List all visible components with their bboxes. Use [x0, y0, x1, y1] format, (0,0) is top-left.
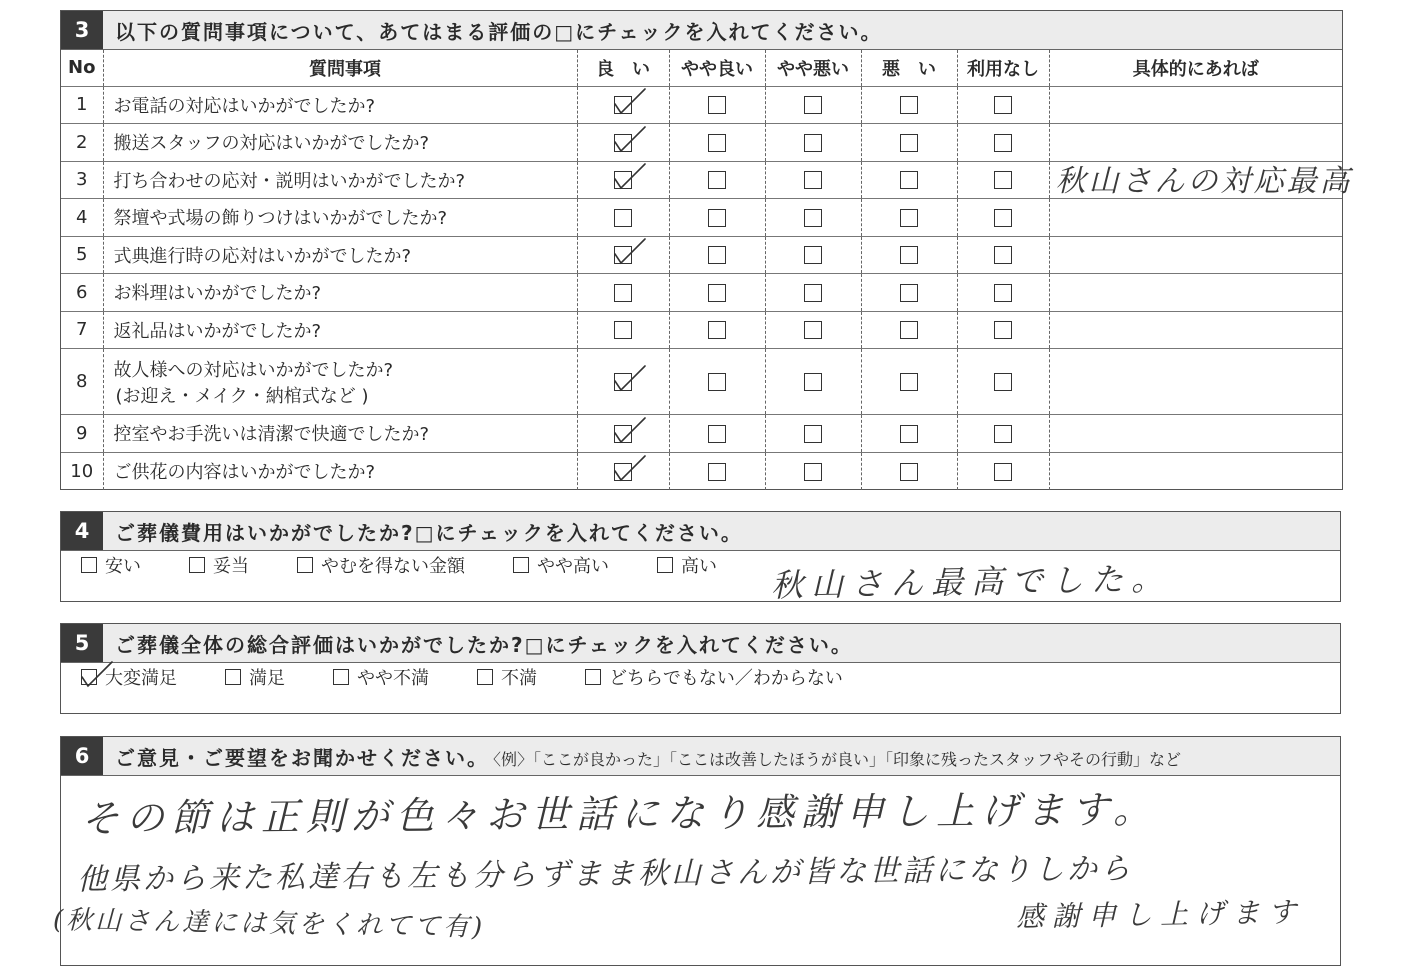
rating-checkbox[interactable]	[994, 209, 1012, 227]
rating-checkbox[interactable]	[900, 171, 918, 189]
header-rating-not-used: 利用なし	[957, 50, 1049, 86]
section-5-header	[61, 624, 1340, 663]
question-cell	[103, 161, 577, 199]
rating-checkbox[interactable]	[994, 96, 1012, 114]
rating-checkbox[interactable]	[614, 463, 632, 481]
rating-checkbox[interactable]	[900, 246, 918, 264]
rating-checkbox[interactable]	[614, 134, 632, 152]
option-item[interactable]	[297, 552, 465, 578]
table-row	[61, 274, 1342, 312]
option-label: やや不満	[357, 668, 429, 689]
option-label: やや高い	[537, 556, 609, 577]
rating-cell	[765, 199, 861, 237]
option-checkbox[interactable]	[585, 669, 601, 685]
rating-cell	[765, 415, 861, 453]
free-comment-cell	[1049, 274, 1342, 312]
rating-checkbox[interactable]	[804, 463, 822, 481]
question-text: 祭壇や式場の飾りつけはいかがでしたか?	[113, 208, 448, 230]
option-label: 安い	[105, 556, 141, 577]
table-row	[61, 415, 1342, 453]
section-4-handwritten-note: 秋山さん最高でした。	[770, 559, 1172, 605]
comment-line-2: 他県から来た私達右も左も分らずまま秋山さんが皆な世話になりしから	[76, 851, 1134, 898]
rating-checkbox[interactable]	[708, 463, 726, 481]
rating-cell	[957, 124, 1049, 162]
table-header-row	[61, 50, 1342, 86]
option-label: 高い	[681, 556, 717, 577]
row-number: 7	[61, 311, 103, 349]
rating-checkbox[interactable]	[804, 134, 822, 152]
rating-checkbox[interactable]	[994, 284, 1012, 302]
section-5-title: ご葬儀全体の総合評価はいかがでしたか?□にチェックを入れてください。	[115, 632, 853, 657]
option-checkbox[interactable]	[333, 669, 349, 685]
question-subtext: (お迎え・メイク・納棺式など )	[115, 385, 369, 407]
question-cell	[103, 349, 577, 415]
table-row	[61, 452, 1342, 490]
rating-checkbox[interactable]	[708, 171, 726, 189]
rating-cell	[669, 86, 765, 124]
rating-cell	[861, 311, 957, 349]
option-item[interactable]	[189, 552, 249, 578]
rating-checkbox[interactable]	[804, 425, 822, 443]
rating-cell	[577, 161, 669, 199]
rating-cell	[861, 349, 957, 415]
header-no: No	[61, 50, 103, 86]
option-item[interactable]	[585, 664, 843, 690]
section-3-header	[61, 11, 1342, 50]
rating-checkbox[interactable]	[804, 373, 822, 391]
rating-cell	[861, 199, 957, 237]
option-item[interactable]	[333, 664, 429, 690]
rating-checkbox[interactable]	[614, 425, 632, 443]
rating-cell	[669, 452, 765, 490]
option-checkbox[interactable]	[657, 557, 673, 573]
question-text: お電話の対応はいかがでしたか?	[113, 95, 376, 117]
rating-cell	[669, 349, 765, 415]
question-text: 打ち合わせの応対・説明はいかがでしたか?	[113, 170, 466, 192]
row-number: 1	[61, 86, 103, 124]
section-4-title: ご葬儀費用はいかがでしたか?□にチェックを入れてください。	[115, 520, 743, 545]
question-text: 式典進行時の応対はいかがでしたか?	[113, 245, 412, 267]
option-label: 満足	[249, 668, 285, 689]
section-6-comments	[52, 736, 1341, 966]
free-comment-cell	[1049, 161, 1353, 199]
rating-checkbox[interactable]	[708, 96, 726, 114]
rating-checkbox[interactable]	[708, 284, 726, 302]
rating-checkbox[interactable]	[900, 463, 918, 481]
header-question: 質問事項	[103, 50, 577, 86]
handwritten-check-mark	[613, 125, 647, 153]
rating-cell	[861, 452, 957, 490]
rating-checkbox[interactable]	[708, 321, 726, 339]
rating-checkbox[interactable]	[614, 373, 632, 391]
row-number: 2	[61, 124, 103, 162]
rating-cell	[861, 415, 957, 453]
header-rating-bad: 悪 い	[861, 50, 957, 86]
section-3-rating-table	[60, 10, 1353, 490]
rating-cell	[957, 161, 1049, 199]
section-4-options	[81, 552, 765, 578]
option-checkbox[interactable]	[81, 669, 97, 685]
comment-line-4: 感謝申し上げます	[1015, 895, 1305, 934]
handwritten-note: 秋山さんの対応最高	[1055, 163, 1353, 199]
rating-checkbox[interactable]	[804, 209, 822, 227]
section-5-options	[81, 664, 891, 690]
question-cell	[103, 311, 577, 349]
rating-cell	[669, 124, 765, 162]
handwritten-check-mark	[80, 660, 114, 688]
header-rating-fairly-bad: やや悪い	[765, 50, 861, 86]
rating-cell	[957, 86, 1049, 124]
question-cell	[103, 274, 577, 312]
free-comment-cell	[1049, 86, 1342, 124]
rating-checkbox[interactable]	[708, 246, 726, 264]
section-6-number: 6	[61, 737, 103, 775]
free-comment-cell	[1049, 415, 1342, 453]
question-cell	[103, 124, 577, 162]
handwritten-check-mark	[613, 364, 647, 392]
option-checkbox[interactable]	[189, 557, 205, 573]
rating-cell	[577, 349, 669, 415]
section-6-example: 〈例〉「ここが良かった」「ここは改善したほうが良い」「印象に残ったスタッフやその行動」など	[493, 749, 1182, 769]
rating-cell	[669, 274, 765, 312]
rating-cell	[765, 452, 861, 490]
handwritten-check-mark	[613, 454, 647, 482]
option-checkbox[interactable]	[297, 557, 313, 573]
rating-checkbox[interactable]	[708, 209, 726, 227]
rating-checkbox[interactable]	[614, 96, 632, 114]
option-checkbox[interactable]	[225, 669, 241, 685]
rating-cell	[577, 124, 669, 162]
rating-cell	[765, 274, 861, 312]
option-item[interactable]	[657, 552, 717, 578]
question-cell	[103, 199, 577, 237]
rating-checkbox[interactable]	[994, 425, 1012, 443]
rating-checkbox[interactable]	[900, 373, 918, 391]
rating-checkbox[interactable]	[804, 171, 822, 189]
rating-cell	[957, 415, 1049, 453]
rating-cell	[957, 311, 1049, 349]
free-comment-cell	[1049, 452, 1342, 490]
rating-cell	[669, 161, 765, 199]
rating-cell	[765, 86, 861, 124]
row-number: 8	[61, 349, 103, 415]
question-cell	[103, 452, 577, 490]
handwritten-check-mark	[613, 87, 647, 115]
row-number: 9	[61, 415, 103, 453]
table-row	[61, 311, 1342, 349]
option-item[interactable]	[81, 664, 177, 690]
option-checkbox[interactable]	[513, 557, 529, 573]
rating-cell	[669, 311, 765, 349]
rating-checkbox[interactable]	[994, 463, 1012, 481]
section-5-overall	[60, 623, 1341, 714]
option-item[interactable]	[225, 664, 285, 690]
question-cell	[103, 236, 577, 274]
question-text: 返礼品はいかがでしたか?	[113, 320, 322, 342]
handwritten-check-mark	[613, 416, 647, 444]
rating-cell	[765, 311, 861, 349]
option-label: やむを得ない金額	[321, 556, 465, 577]
option-item[interactable]	[513, 552, 609, 578]
rating-cell	[577, 199, 669, 237]
rating-cell	[577, 274, 669, 312]
rating-checkbox[interactable]	[804, 96, 822, 114]
rating-checkbox[interactable]	[614, 321, 632, 339]
rating-checkbox[interactable]	[900, 425, 918, 443]
rating-cell	[861, 274, 957, 312]
row-number: 6	[61, 274, 103, 312]
question-cell	[103, 86, 577, 124]
rating-checkbox[interactable]	[708, 425, 726, 443]
rating-cell	[957, 274, 1049, 312]
free-comment-cell	[1049, 236, 1342, 274]
section-6-title	[103, 742, 1181, 771]
table-row	[61, 199, 1342, 237]
rating-cell	[669, 236, 765, 274]
rating-cell	[669, 199, 765, 237]
row-number: 10	[61, 452, 103, 490]
option-item[interactable]	[81, 552, 141, 578]
section-6-title-text: ご意見・ご要望をお聞かせください。	[115, 745, 489, 770]
rating-cell	[861, 124, 957, 162]
section-3-title: 以下の質問事項について、あてはまる評価の□にチェックを入れてください。	[115, 19, 883, 44]
section-5-number: 5	[61, 624, 103, 662]
handwritten-check-mark	[613, 237, 647, 265]
section-4-header	[61, 512, 1340, 551]
free-comment-cell	[1049, 311, 1342, 349]
rating-checkbox[interactable]	[804, 246, 822, 264]
rating-checkbox[interactable]	[804, 284, 822, 302]
rating-checkbox[interactable]	[614, 284, 632, 302]
rating-checkbox[interactable]	[614, 171, 632, 189]
section-3-number: 3	[61, 11, 103, 49]
rating-checkbox[interactable]	[994, 321, 1012, 339]
rating-cell	[577, 311, 669, 349]
row-number: 3	[61, 161, 103, 199]
table-row	[61, 86, 1342, 124]
rating-cell	[861, 236, 957, 274]
rating-checkbox[interactable]	[900, 96, 918, 114]
option-label: 妥当	[213, 556, 249, 577]
table-row	[61, 349, 1342, 415]
rating-checkbox[interactable]	[804, 321, 822, 339]
header-rating-fairly-good: やや良い	[669, 50, 765, 86]
table-row	[61, 161, 1342, 199]
rating-checkbox[interactable]	[614, 209, 632, 227]
rating-checkbox[interactable]	[900, 321, 918, 339]
rating-checkbox[interactable]	[900, 134, 918, 152]
free-comment-cell	[1049, 199, 1342, 237]
free-comment-cell	[1049, 349, 1342, 415]
rating-cell	[861, 161, 957, 199]
option-checkbox[interactable]	[81, 557, 97, 573]
rating-cell	[577, 86, 669, 124]
question-cell	[103, 415, 577, 453]
comment-line-1: その節は正則が色々お世話になり感謝申し上げます。	[80, 787, 1159, 841]
row-number: 4	[61, 199, 103, 237]
rating-checkbox[interactable]	[708, 373, 726, 391]
option-label: 大変満足	[105, 668, 177, 689]
question-text: 控室やお手洗いは清潔で快適でしたか?	[113, 424, 430, 446]
option-label: 不満	[501, 668, 537, 689]
rating-cell	[577, 415, 669, 453]
table-row	[61, 236, 1342, 274]
rating-checkbox[interactable]	[994, 134, 1012, 152]
rating-checkbox[interactable]	[900, 284, 918, 302]
rating-checkbox[interactable]	[994, 246, 1012, 264]
rating-cell	[669, 415, 765, 453]
rating-cell	[957, 236, 1049, 274]
section-6-header	[61, 737, 1340, 776]
handwritten-check-mark	[613, 162, 647, 190]
rating-cell	[577, 236, 669, 274]
header-rating-good: 良 い	[577, 50, 669, 86]
option-item[interactable]	[477, 664, 537, 690]
rating-checkbox[interactable]	[614, 246, 632, 264]
rating-checkbox[interactable]	[994, 171, 1012, 189]
question-text: お料理はいかがでしたか?	[113, 283, 322, 305]
row-number: 5	[61, 236, 103, 274]
rating-cell	[765, 236, 861, 274]
comment-line-3: (秋山さん達には気をくれてて有)	[52, 905, 486, 943]
rating-checkbox[interactable]	[708, 134, 726, 152]
rating-cell	[861, 86, 957, 124]
rating-cell	[765, 349, 861, 415]
question-table	[61, 50, 1353, 490]
rating-cell	[957, 349, 1049, 415]
rating-cell	[765, 161, 861, 199]
rating-checkbox[interactable]	[900, 209, 918, 227]
rating-cell	[765, 124, 861, 162]
option-checkbox[interactable]	[477, 669, 493, 685]
question-text: 搬送スタッフの対応はいかがでしたか?	[113, 133, 430, 155]
question-text: ご供花の内容はいかがでしたか?	[113, 462, 376, 483]
header-free-comment: 具体的にあれば	[1049, 50, 1342, 86]
option-label: どちらでもない／わからない	[609, 668, 843, 689]
rating-cell	[957, 452, 1049, 490]
rating-cell	[577, 452, 669, 490]
question-text: 故人様への対応はいかがでしたか?	[113, 359, 394, 381]
rating-cell	[957, 199, 1049, 237]
section-4-cost	[60, 511, 1341, 605]
rating-checkbox[interactable]	[994, 373, 1012, 391]
section-4-number: 4	[61, 512, 103, 550]
